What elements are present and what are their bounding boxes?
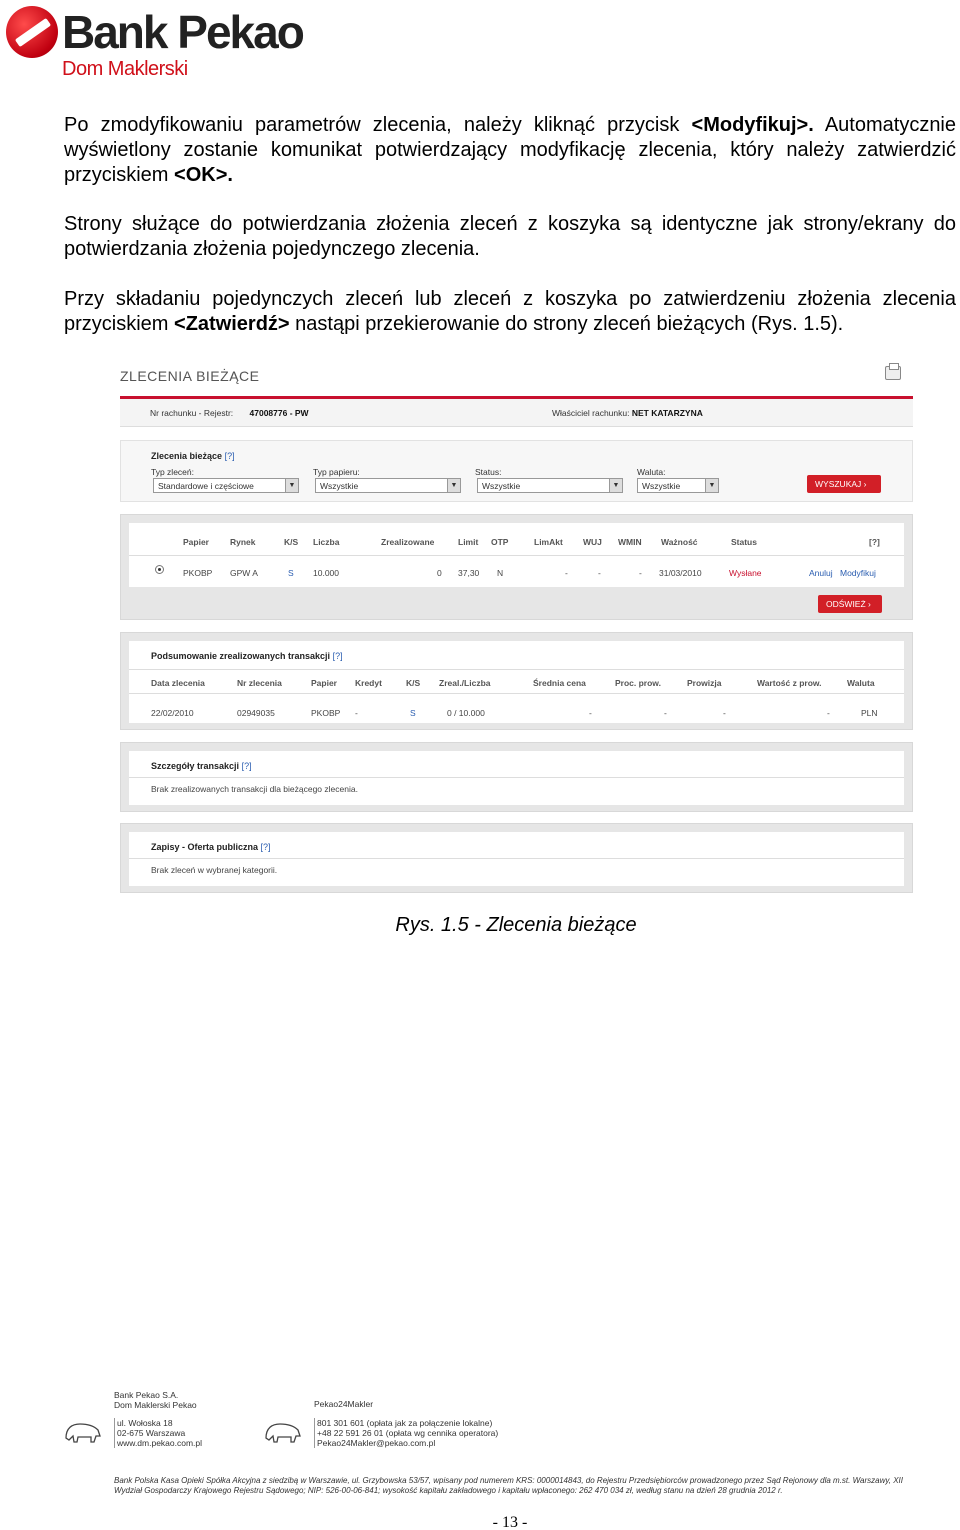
- bison-logo-icon: [64, 1418, 102, 1444]
- print-icon[interactable]: [885, 366, 901, 380]
- order-radio[interactable]: [155, 565, 164, 574]
- type-label: Typ zleceń:: [151, 467, 194, 477]
- col-header: Papier: [311, 678, 337, 688]
- cell-validity: 31/03/2010: [659, 568, 702, 578]
- cell-paper: PKOBP: [183, 568, 213, 578]
- currency-select[interactable]: Wszystkie ▼: [637, 478, 719, 493]
- footer-line: 801 301 601 (opłata jak za połączenie lokalne): [317, 1418, 493, 1428]
- orders-table: [129, 523, 904, 587]
- paper-type-select[interactable]: Wszystkie ▼: [315, 478, 461, 493]
- cell-fee-pct: -: [664, 708, 667, 718]
- footer-line: ul. Wołoska 18: [117, 1418, 173, 1428]
- text: Po zmodyfikowaniu parametrów zlecenia, należy kliknąć przycisk: [64, 114, 692, 136]
- footer-line: Dom Maklerski Pekao: [114, 1400, 197, 1410]
- col-header: Wartość z prow.: [757, 678, 822, 688]
- col-header: Limit: [458, 537, 479, 547]
- cell-filled: 0: [437, 568, 442, 578]
- subscriptions-body: [129, 832, 904, 886]
- col-header: WMIN: [618, 537, 642, 547]
- col-header: Zrealizowane: [381, 537, 435, 547]
- paragraph-basket: Strony służące do potwierdzania złożenia zleceń z koszyka są identyczne jak strony/ekrany do potwierdzania złożenia pojedynczego zlecenia.: [64, 213, 956, 260]
- footer-line: Bank Pekao S.A.: [114, 1390, 179, 1400]
- col-header: Prowizja: [687, 678, 722, 688]
- modify-link[interactable]: Modyfikuj: [840, 568, 876, 578]
- text: Automatycznie wyświetlony zostanie komunikat potwierdzający modyfikację zlecenia, który należy zatwierdzić przyciskiem: [64, 114, 957, 186]
- cell-fee: -: [723, 708, 726, 718]
- help-link[interactable]: [?]: [241, 761, 252, 771]
- footer-website: www.dm.pekao.com.pl: [117, 1438, 203, 1448]
- bold-ok: <OK>.: [174, 164, 233, 186]
- col-header: LimAkt: [534, 537, 563, 547]
- col-header: Papier: [183, 537, 209, 547]
- paragraph-modify: [64, 113, 956, 188]
- col-header: Proc. prow.: [615, 678, 661, 688]
- col-header: Kredyt: [355, 678, 382, 688]
- divider: [129, 555, 904, 556]
- cell-filled-qty: 0 / 10.000: [447, 708, 485, 718]
- cell-order-no: 02949035: [237, 708, 275, 718]
- page-number: - 13 -: [492, 1514, 528, 1530]
- details-message: Brak zrealizowanych transakcji dla bieżącego zlecenia.: [151, 784, 358, 794]
- status-select[interactable]: Wszystkie ▼: [477, 478, 623, 493]
- filters-panel: [120, 440, 913, 502]
- bison-logo-icon: [264, 1418, 302, 1444]
- col-header: WUJ: [583, 537, 602, 547]
- cell-avg-price: -: [589, 708, 592, 718]
- help-link[interactable]: [?]: [224, 451, 235, 461]
- help-link[interactable]: [?]: [869, 537, 880, 547]
- figure-caption: Rys. 1.5 - Zlecenia bieżące: [395, 914, 637, 936]
- cell-wuj: -: [598, 568, 601, 578]
- col-header: Waluta: [847, 678, 875, 688]
- summary-panel: [120, 632, 913, 730]
- account-label: Nr rachunku - Rejestr: 47008776 - PW: [150, 408, 309, 418]
- cell-side: S: [288, 568, 294, 578]
- footer-dm-address: [114, 1418, 202, 1448]
- divider: [129, 693, 904, 694]
- col-header: K/S: [406, 678, 421, 688]
- col-header: Nr zlecenia: [237, 678, 282, 688]
- filters-title: Zlecenia bieżące [?]: [151, 451, 235, 461]
- text: Przy składaniu pojedynczych zleceń lub zleceń z koszyka po zatwierdzeniu złożenia zlecenia przyciskiem: [64, 288, 956, 335]
- col-header: K/S: [284, 537, 299, 547]
- cell-status: Wysłane: [729, 568, 762, 578]
- col-header: Rynek: [230, 537, 256, 547]
- subscriptions-title: Zapisy - Oferta publiczna [?]: [151, 842, 271, 852]
- footer-dm-name: [114, 1390, 197, 1410]
- cell-market: GPW A: [230, 568, 258, 578]
- footer-p24-contact: [314, 1418, 498, 1448]
- footer-email: Pekao24Makler@pekao.com.pl: [317, 1438, 436, 1448]
- details-body: [129, 751, 904, 805]
- footer-legal: Bank Polska Kasa Opieki Spółka Akcyjna z siedzibą w Warszawie, ul. Grzybowska 53/57, wpisany pod numerem KRS: 0000014843, do Rejestru Przedsiębiorców prowadzonego przez Sąd Rejonowy dla m.st. Warszawy, XII Wydział Gospodarczy Krajowego Rejestru Sądowego; NIP: 526-00-06-841; wysokość kapitału zakładowego i kapitału wpłaconego: 262 470 034 zł, według stanu na dzień 28 grudnia 2012 r.: [114, 1476, 903, 1495]
- col-header: Data zlecenia: [151, 678, 205, 688]
- paragraph-redirect: [64, 287, 956, 337]
- text: nastąpi przekierowanie do strony zleceń bieżących (Rys. 1.5).: [289, 313, 844, 335]
- cell-paper: PKOBP: [311, 708, 341, 718]
- details-title: Szczegóły transakcji [?]: [151, 761, 252, 771]
- bold-modyfikuj: <Modyfikuj>.: [691, 114, 814, 136]
- refresh-button[interactable]: ODŚWIEŻ ›: [818, 595, 882, 613]
- order-type-select[interactable]: Standardowe i częściowe ▼: [153, 478, 299, 493]
- owner-value: NET KATARZYNA: [631, 408, 703, 418]
- col-header: Status: [731, 537, 757, 547]
- cell-quantity: 10.000: [313, 568, 339, 578]
- divider: [129, 777, 904, 778]
- account-value: 47008776 - PW: [249, 408, 309, 418]
- col-header: Liczba: [313, 537, 340, 547]
- cell-currency: PLN: [861, 708, 878, 718]
- pekao-emblem-icon: [6, 6, 58, 58]
- subscriptions-panel: [120, 823, 913, 893]
- cancel-link[interactable]: Anuluj: [809, 568, 833, 578]
- bank-pekao-logo: [4, 4, 324, 80]
- footer-p24-name: Pekao24Makler: [314, 1399, 374, 1409]
- col-header: OTP: [491, 537, 509, 547]
- subscriptions-message: Brak zleceń w wybranej kategorii.: [151, 865, 278, 875]
- owner-label: Właściciel rachunku: NET KATARZYNA: [552, 408, 703, 418]
- summary-table: [129, 641, 904, 723]
- divider: [129, 858, 904, 859]
- orders-screenshot: [120, 360, 913, 895]
- col-header: Zreal./Liczba: [439, 678, 491, 688]
- cell-limit: 37,30: [458, 568, 480, 578]
- search-button[interactable]: WYSZUKAJ ›: [807, 475, 881, 493]
- help-link[interactable]: [?]: [332, 651, 343, 661]
- cell-credit: -: [355, 708, 358, 718]
- logo-subtitle: Dom Maklerski: [62, 58, 188, 80]
- divider: [129, 669, 904, 670]
- cell-wmin: -: [639, 568, 642, 578]
- summary-title: Podsumowanie zrealizowanych transakcji [?]: [151, 651, 343, 661]
- logo-name: Bank Pekao: [62, 6, 303, 58]
- cell-otp: N: [497, 568, 504, 578]
- bold-zatwierdz: <Zatwierdź>: [174, 313, 290, 335]
- cell-limakt: -: [565, 568, 568, 578]
- orders-panel: [120, 514, 913, 620]
- footer-line: +48 22 591 26 01 (opłata wg cennika operatora): [317, 1428, 499, 1438]
- cell-value: -: [827, 708, 830, 718]
- status-label: Status:: [475, 467, 502, 477]
- details-panel: [120, 742, 913, 812]
- screen-title: ZLECENIA BIEŻĄCE: [120, 368, 260, 384]
- account-bar: [120, 399, 913, 427]
- currency-label: Waluta:: [637, 467, 666, 477]
- paper-label: Typ papieru:: [313, 467, 360, 477]
- cell-order-date: 22/02/2010: [151, 708, 194, 718]
- col-header: Średnia cena: [533, 678, 586, 688]
- col-header: Ważność: [661, 537, 698, 547]
- help-link[interactable]: [?]: [260, 842, 271, 852]
- footer-line: 02-675 Warszawa: [117, 1428, 186, 1438]
- cell-side: S: [410, 708, 416, 718]
